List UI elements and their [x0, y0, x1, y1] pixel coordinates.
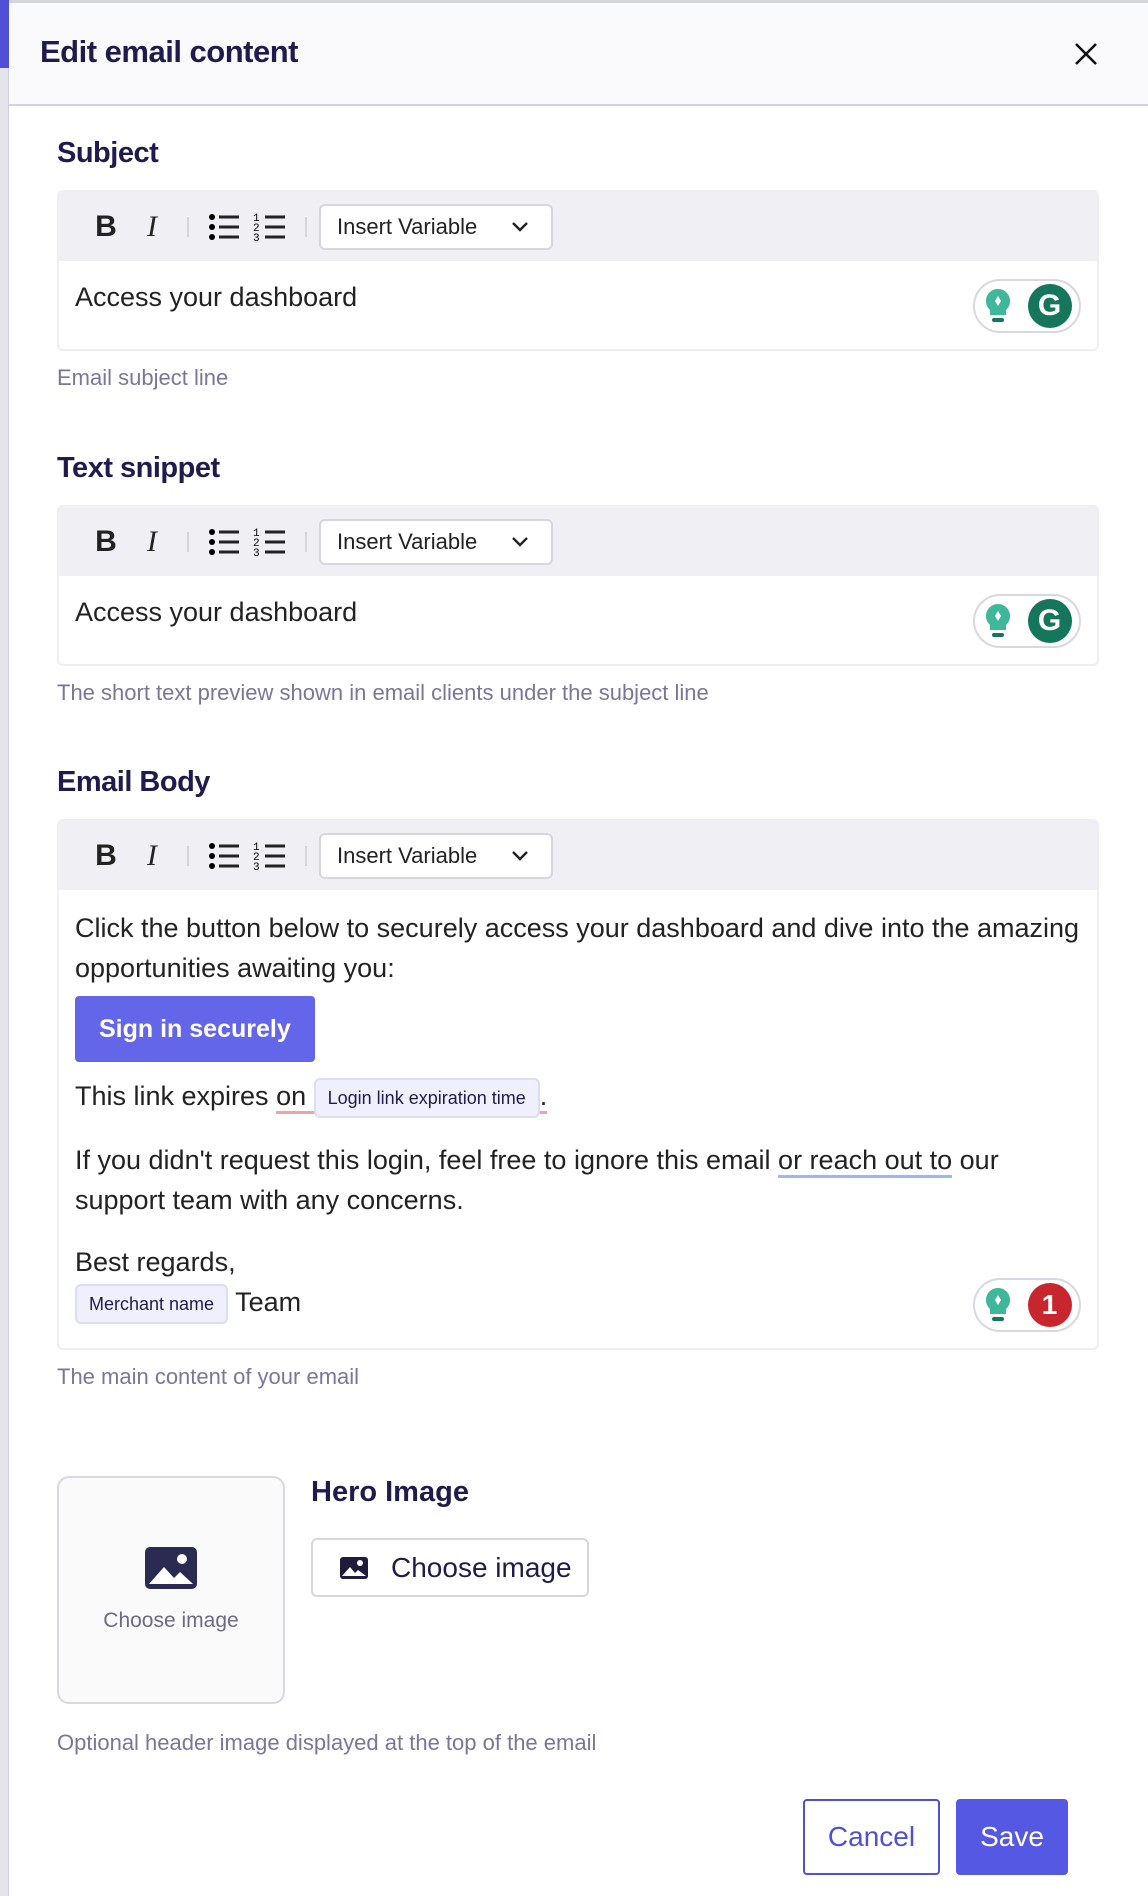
subject-editor — [57, 190, 1099, 351]
svg-text:1: 1 — [253, 841, 260, 854]
dialog-header — [9, 3, 1148, 106]
chevron-down-icon — [511, 850, 529, 862]
editor-toolbar — [59, 821, 1097, 890]
italic-button[interactable]: I — [147, 524, 157, 558]
variable-chip-merchant[interactable]: Merchant name — [75, 1284, 228, 1324]
italic-button[interactable]: I — [147, 209, 157, 243]
subject-section — [57, 137, 1099, 391]
insert-variable-dropdown[interactable] — [319, 833, 553, 879]
hero-image-dropzone[interactable] — [57, 1476, 285, 1704]
insert-variable-dropdown[interactable] — [319, 519, 553, 565]
grammarly-icon: G — [1028, 599, 1072, 643]
style-suggestion[interactable]: or reach out to — [778, 1145, 952, 1178]
insert-variable-dropdown[interactable] — [319, 204, 553, 250]
image-icon — [339, 1556, 369, 1580]
grammarly-widget[interactable] — [973, 1278, 1081, 1332]
grammar-flag: on Login link expiration time . — [276, 1081, 547, 1114]
divider — [305, 532, 307, 552]
divider — [187, 532, 189, 552]
body-input[interactable] — [59, 890, 1097, 1348]
body-heading: Email Body — [57, 766, 210, 798]
divider — [187, 217, 189, 237]
editor-toolbar — [59, 507, 1097, 576]
snippet-heading: Text snippet — [57, 452, 220, 484]
bold-button[interactable]: B — [95, 209, 117, 243]
cancel-button[interactable]: Cancel — [803, 1799, 940, 1875]
lightbulb-icon — [983, 1285, 1013, 1325]
close-icon[interactable] — [1069, 37, 1103, 71]
svg-text:1: 1 — [253, 527, 260, 540]
sign-in-button-preview[interactable]: Sign in securely — [75, 996, 315, 1062]
bullet-list-icon[interactable] — [201, 836, 247, 876]
body-signoff: Best regards, — [75, 1246, 236, 1277]
bullet-list-icon[interactable] — [201, 207, 247, 247]
numbered-list-icon[interactable] — [247, 836, 293, 876]
svg-text:3: 3 — [253, 547, 260, 560]
italic-button[interactable]: I — [147, 838, 157, 872]
svg-text:1: 1 — [253, 212, 260, 225]
choose-image-button[interactable] — [311, 1538, 589, 1597]
grammarly-widget[interactable] — [973, 594, 1081, 648]
body-paragraph-3: If you didn't request this login, feel free to ignore this email or reach out to our support team with any concerns. — [75, 1144, 999, 1215]
hero-helper: Optional header image displayed at the top of the email — [57, 1730, 597, 1755]
grammarly-issue-count: 1 — [1028, 1283, 1072, 1327]
snippet-helper: The short text preview shown in email clients under the subject line — [57, 680, 709, 705]
dropzone-label: Choose image — [103, 1609, 239, 1632]
numbered-list-icon[interactable] — [247, 207, 293, 247]
editor-toolbar — [59, 192, 1097, 261]
variable-chip-expiration[interactable]: Login link expiration time — [314, 1078, 540, 1118]
divider — [305, 846, 307, 866]
body-section — [57, 766, 1099, 1390]
divider — [187, 846, 189, 866]
svg-text:3: 3 — [253, 232, 260, 245]
subject-helper: Email subject line — [57, 365, 229, 390]
choose-image-label: Choose image — [391, 1551, 572, 1583]
svg-text:2: 2 — [253, 851, 260, 864]
image-icon — [144, 1546, 198, 1590]
hero-image-heading: Hero Image — [311, 1476, 469, 1508]
snippet-editor — [57, 505, 1099, 666]
numbered-list-icon[interactable] — [247, 522, 293, 562]
body-signature: Merchant name Team — [75, 1282, 1081, 1324]
grammarly-widget[interactable] — [973, 279, 1081, 333]
grammarly-icon: G — [1028, 284, 1072, 328]
dialog-title: Edit email content — [40, 34, 298, 69]
body-paragraph-1: Click the button below to securely access your dashboard and dive into the amazing opportunities awaiting you: — [75, 913, 1080, 983]
svg-text:2: 2 — [253, 537, 260, 550]
save-button[interactable]: Save — [956, 1799, 1068, 1875]
lightbulb-icon — [983, 286, 1013, 326]
bold-button[interactable]: B — [95, 524, 117, 558]
body-helper: The main content of your email — [57, 1363, 360, 1389]
snippet-input[interactable]: Access your dashboard — [75, 597, 358, 627]
body-editor — [57, 819, 1099, 1350]
insert-variable-label: Insert Variable — [337, 842, 478, 868]
bold-button[interactable]: B — [95, 838, 117, 872]
svg-text:2: 2 — [253, 222, 260, 235]
divider — [305, 217, 307, 237]
svg-text:3: 3 — [253, 861, 260, 874]
chevron-down-icon — [511, 221, 529, 233]
lightbulb-icon — [983, 601, 1013, 641]
snippet-section — [57, 452, 1099, 706]
body-paragraph-2: This link expires on Login link expiration time . — [75, 1076, 1081, 1118]
background-page-strip — [0, 0, 9, 1896]
chevron-down-icon — [511, 536, 529, 548]
insert-variable-label: Insert Variable — [337, 528, 478, 554]
subject-heading: Subject — [57, 137, 159, 169]
insert-variable-label: Insert Variable — [337, 213, 478, 239]
bullet-list-icon[interactable] — [201, 522, 247, 562]
subject-input[interactable]: Access your dashboard — [75, 282, 358, 312]
